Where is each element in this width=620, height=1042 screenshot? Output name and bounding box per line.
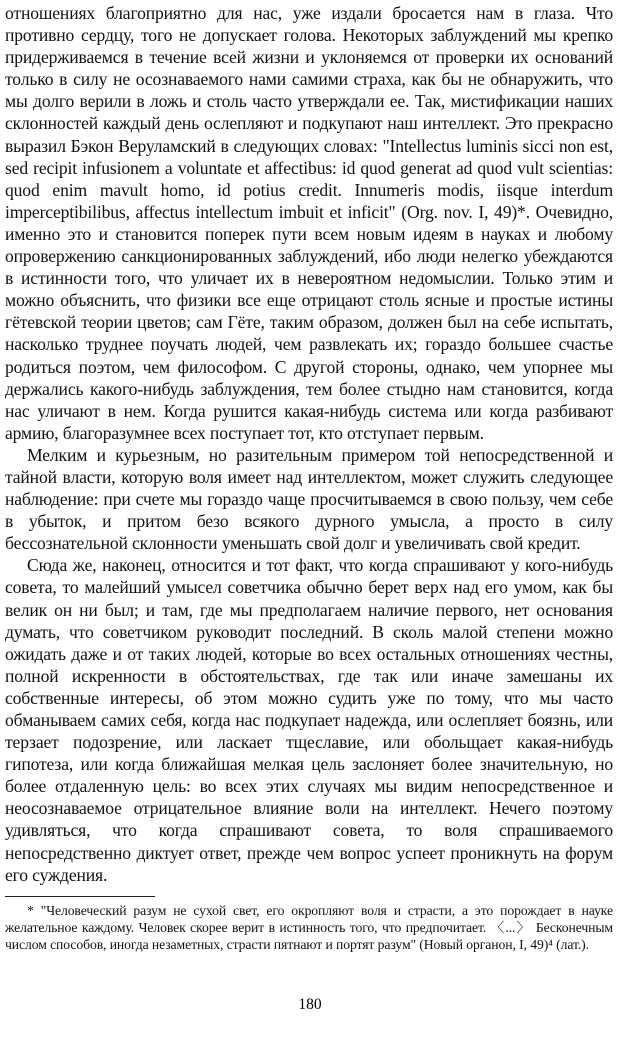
footnote-separator (5, 896, 155, 897)
page-number: 180 (298, 996, 322, 1013)
footnote-text: * "Человеческий разум не сухой свет, его окропляют воля и страсти, а это порождает в науке желательное каждому. Человек скорее верит в истинность того, что предпочитает. 〈...〉 Бесконечным числом способов, иногда незаметных, страсти пятнают и портят разум" (Новый органон, I, 49)⁴ (лат.). (5, 902, 613, 952)
paragraph-1: отношениях благоприятно для нас, уже издали бросается нам в глаза. Что противно сердцу, того не допускает голова. Некоторых заблуждений мы крепко придерживаемся в течение всей жизни и уклоняемся от проверки их оснований только в силу не осознаваемого нами самими страха, как бы не обнаружить, что мы долго верили в ложь и столь часто утверждали ее. Так, мистификации наших склонностей каждый день ослепляют и подкупают наш интеллект. Это прекрасно выразил Бэкон Веруламский в следующих словах: "Intellectus luminis sicci non est, sed recipit infusionem a voluntate et affectibus: id quod generat ad quod vult scientias: quod enim mavult homo, id potius credit. Innumeris modis, iisque interdum imperceptibilibus, affectus intellectum imbuit et inficit" (Org. nov. I, 49)*. Очевидно, именно это и становится поперек пути всем новым идеям в науках и любому опровержению санкционированных заблуждений, ибо люди нелегко убеждаются в истинности того, что уличает их в невероятном недомыслии. Только этим и можно объяснить, что физики все еще отрицают столь ясные и простые истины гётевской теории цветов; сам Гёте, таким образом, должен был на себе испытать, насколько труднее поучать людей, чем развлекать их; гораздо большее счастье родиться поэтом, чем философом. С другой стороны, однако, чем упорнее мы держались какого-нибудь заблуждения, тем более стыдно нам становится, когда нас уличают в нем. Когда рушится какая-нибудь система или когда разбивают армию, благоразумнее всех поступает тот, кто отступает первым. (5, 3, 613, 443)
main-text (5, 2, 613, 886)
footnote (5, 902, 613, 953)
paragraph-2: Мелким и курьезным, но разительным примером той непосредственной и тайной власти, которую воля имеет над интеллектом, может служить следующее наблюдение: при счете мы гораздо чаще просчитываемся в свою пользу, чем себе в убыток, и притом безо всякого дурного умысла, а просто в силу бессознательной склонности уменьшать свой долг и увеличивать свой кредит. (5, 444, 613, 554)
paragraph-3: Сюда же, наконец, относится и тот факт, что когда спрашивают у кого-нибудь совета, то малейший умысел советчика обычно берет верх над его умом, как бы велик он ни был; и там, где мы предполагаем наличие первого, нет основания думать, что советчиком руководит последний. В сколь малой степени можно ожидать даже и от таких людей, которые во всех остальных отношениях честны, полной искренности в обстоятельствах, где так или иначе замешаны их собственные интересы, об этом можно судить уже по тому, что мы часто обманываем самих себя, когда нас подкупает надежда, или ослепляет боязнь, или терзает подозрение, или ласкает тщеславие, или обольщает какая-нибудь гипотеза, или когда ближайшая мелкая цель заслоняет более значительную, но более отдаленную цель: во всех этих случаях мы видим непосредственное и неосознаваемое отрицательное влияние воли на интеллект. Нечего поэтому удивляться, что когда спрашивают совета, то воля спрашиваемого непосредственно диктует ответ, прежде чем вопрос успеет проникнуть на форум его суждения. (5, 555, 613, 885)
